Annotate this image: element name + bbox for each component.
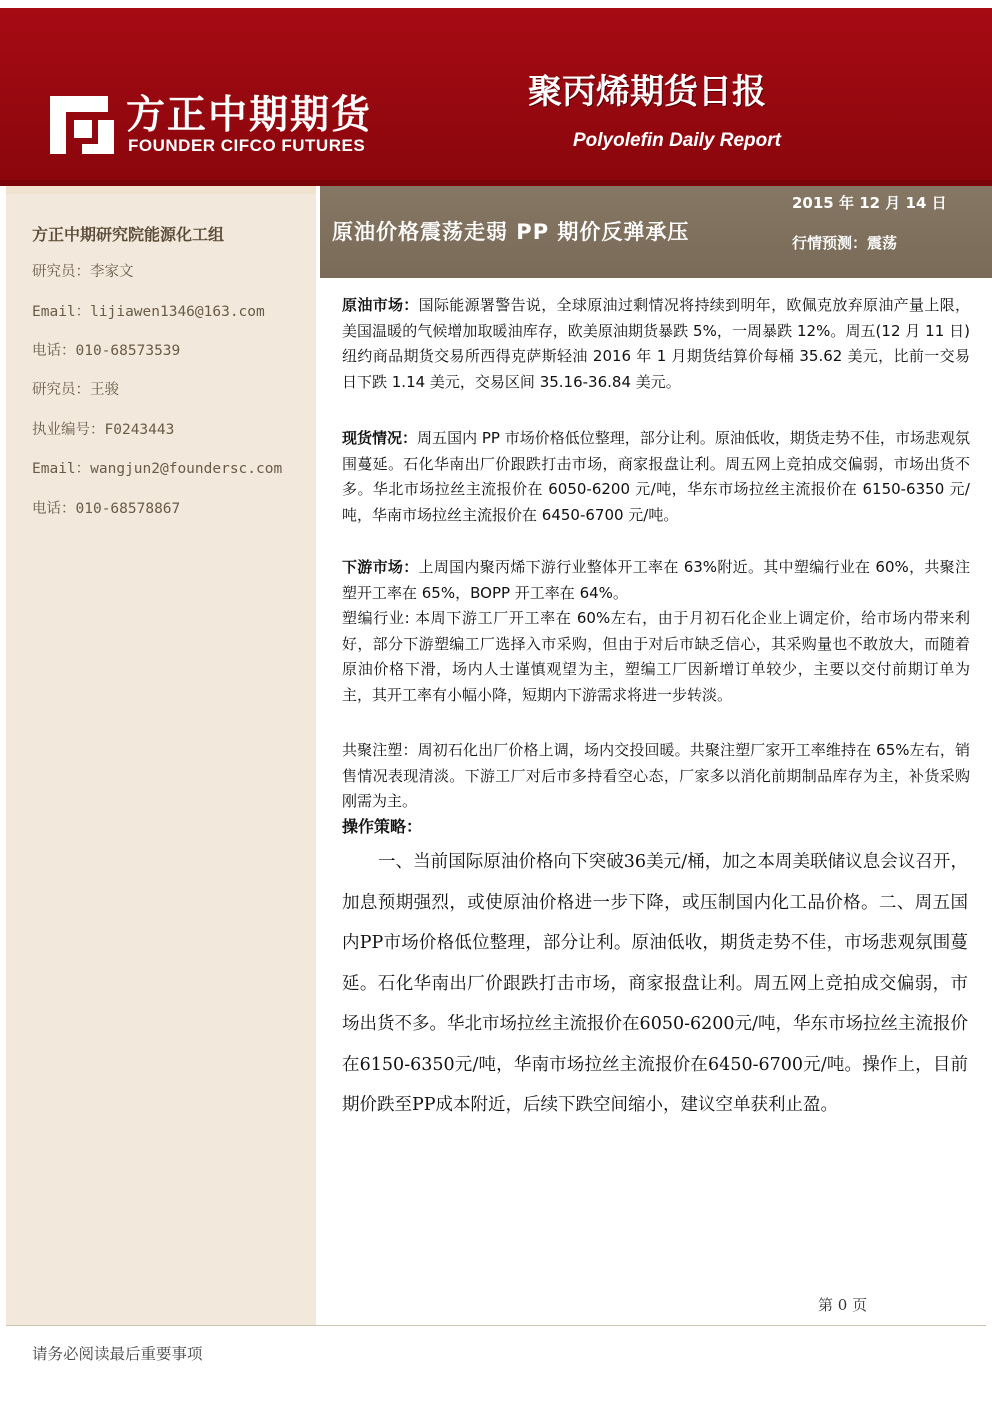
analyst-2-phone: 电话：010-68578867 [32,501,181,517]
crude-market-label: 原油市场： [342,296,419,314]
report-header [0,8,992,186]
strategy-heading: 操作策略： [342,817,423,836]
strategy-text: 一、当前国际原油价格向下突破36美元/桶，加之本周美联储议息会议召开，加息预期强烈，或使原油价格进一步下降，或压制国内化工品价格。二、周五国内PP市场价格低位整理，部分让利。原油低收，期货走势不佳，市场悲观氛围蔓延。石化华南出厂价跟跌打击市场，商家报盘让利。周五网上竞拍成交偏弱，市场出货不多。华北市场拉丝主流报价在6050-6200元/吨，华东市场拉丝主流报价在6150-6350元/吨，华南市场拉丝主流报价在6450-6700元/吨。操作上，目前期价跌至PP成本附近，后续下跌空间缩小，建议空单获利止盈。 [342,852,968,1115]
company-name-en: FOUNDER CIFCO FUTURES [128,136,366,155]
footer-divider [6,1325,986,1326]
analyst-1-name: 研究员：李家文 [32,264,134,280]
report-date: 2015 年 12 月 14 日 [792,194,947,212]
injection-paragraph: 共聚注塑：周初石化出厂价格上调，场内交投回暖。共聚注塑厂家开工率维持在 65%左右，销售情况表现清淡。下游工厂对后市多持看空心态，厂家多以消化前期制品库存为主，补货采购刚需为主。 [342,741,970,810]
crude-market-text: 国际能源署警告说，全球原油过剩情况将持续到明年，欧佩克放弃原油产量上限，美国温暖的气候增加取暖油库存，欧美原油期货暴跌 5%，一周暴跌 12%。周五(12 月 11 日)纽约商品期货交易所西得克萨斯轻油 2016 年 1 月期货结算价每桶 35.62 美元，比前一交易日下跌 1.14 美元，交易区间 35.16-36.84 美元。 [342,296,970,391]
title-band [320,186,992,278]
woven-paragraph: 塑编行业: 本周下游工厂开工率在 60%左右，由于月初石化企业上调定价，给市场内带来利好，部分下游塑编工厂选择入市采购，但由于对后市缺乏信心，其采购量也不敢放大，而随着原油价格下滑，场内人士谨慎观望为主，塑编工厂因新增订单较少，主要以交付前期订单为主，其开工率有小幅小降，短期内下游需求将进一步转淡。 [342,609,970,704]
sidebar-band [6,186,316,194]
analyst-1-phone: 电话：010-68573539 [32,343,181,359]
spot-label: 现货情况： [342,429,418,447]
research-team-name: 方正中期研究院能源化工组 [32,225,225,244]
downstream-paragraph [342,555,970,606]
spot-paragraph [342,426,970,528]
downstream-label: 下游市场： [342,558,419,576]
analyst-sidebar [6,186,316,1325]
analyst-1-email: Email：lijiawen1346@163.com [32,304,265,320]
analyst-2-email: Email：wangjun2@foundersc.com [32,461,283,477]
analyst-2-license: 执业编号：F0243443 [32,422,175,438]
report-headline: 原油价格震荡走弱 PP 期价反弹承压 [332,220,690,244]
page-number: 第 0 页 [818,1296,868,1314]
spot-text: 周五国内 PP 市场价格低位整理，部分让利。原油低收，期货走势不佳，市场悲观氛围蔓延。石化华南出厂价跟跌打击市场，商家报盘让利。周五网上竞拍成交偏弱，市场出货不多。华北市场拉丝主流报价在 6050-6200 元/吨，华东市场拉丝主流报价在 6150-6350 元/吨，华南市场拉丝主流报价在 6450-6700 元/吨。 [342,429,970,524]
report-title-en: Polyolefin Daily Report [573,130,781,151]
market-forecast: 行情预测：震荡 [792,234,898,252]
analyst-2-name: 研究员：王骏 [32,382,119,398]
crude-market-paragraph [342,293,970,395]
disclaimer-note: 请务必阅读最后重要事项 [32,1345,203,1363]
report-title-cn: 聚丙烯期货日报 [528,72,766,112]
founder-logo-icon [48,86,118,156]
downstream-text: 上周国内聚丙烯下游行业整体开工率在 63%附近。其中塑编行业在 60%，共聚注塑开工率在 65%，BOPP 开工率在 64%。 [342,558,970,602]
company-name-cn: 方正中期期货 [126,93,373,138]
